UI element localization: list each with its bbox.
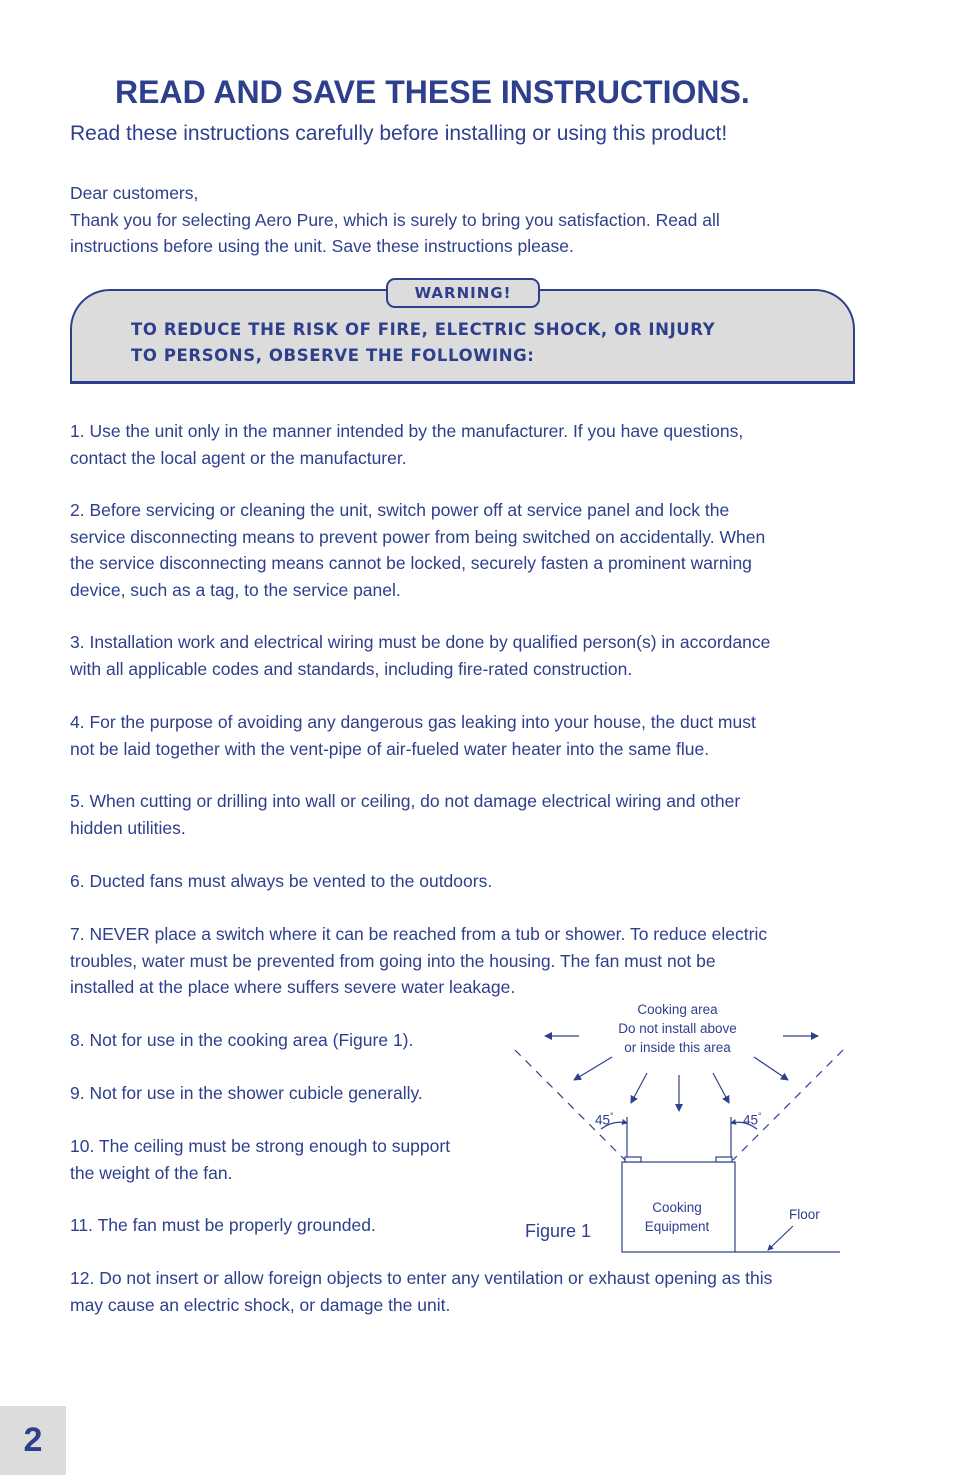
equipment-foot-right [716, 1157, 732, 1162]
intro-greeting: Dear customers, [70, 183, 199, 203]
instruction-item-7 [70, 921, 767, 1001]
item-line: installed at the place where suffers severe water leakage. [70, 977, 516, 997]
warning-line: TO REDUCE THE RISK OF FIRE, ELECTRIC SHOCK, OR INJURY [131, 320, 716, 339]
floor-pointer [768, 1226, 793, 1250]
page-subtitle: Read these instructions carefully before installing or using this product! [70, 122, 728, 145]
instruction-item-2 [70, 497, 765, 603]
item-line: 11. The fan must be properly grounded. [70, 1215, 376, 1235]
item-line: 2. Before servicing or cleaning the unit, switch power off at service panel and lock the [70, 500, 730, 520]
warning-tag: WARNING! [386, 278, 540, 308]
instruction-item-11 [70, 1212, 376, 1239]
intro-line: instructions before using the unit. Save these instructions please. [70, 236, 574, 256]
item-line: 10. The ceiling must be strong enough to support [70, 1136, 451, 1156]
cooking-area-line: Cooking area [637, 1002, 718, 1017]
item-line: 6. Ducted fans must always be vented to the outdoors. [70, 871, 493, 891]
arrow-upper-right [754, 1057, 788, 1080]
cooking-area-label [595, 1000, 760, 1057]
warning-line: TO PERSONS, OBSERVE THE FOLLOWING: [131, 346, 535, 365]
arrow-inner-right [713, 1073, 729, 1103]
item-line: not be laid together with the vent-pipe of air-fueled water heater into the same flue. [70, 738, 710, 759]
equipment-label-line: Equipment [644, 1219, 710, 1234]
equipment-foot-left [625, 1157, 641, 1162]
item-line: 8. Not for use in the cooking area (Figure 1). [70, 1030, 414, 1050]
item-line: 1. Use the unit only in the manner intended by the manufacturer. If you have questions, [70, 421, 744, 441]
figure-caption: Figure 1 [525, 1221, 592, 1241]
angle-label-left [595, 1107, 614, 1130]
item-line: the service disconnecting means cannot be locked, securely fasten a prominent warning [70, 553, 752, 573]
degree-symbol: ° [758, 1111, 762, 1121]
intro-line: Thank you for selecting Aero Pure, which is surely to bring you satisfaction. Read all [70, 209, 720, 230]
degree-symbol: ° [610, 1111, 614, 1121]
page-number: 2 [0, 1406, 66, 1475]
cooking-area-line: Do not install above [618, 1021, 737, 1036]
item-line: contact the local agent or the manufacturer. [70, 447, 407, 468]
floor-label: Floor [789, 1207, 820, 1222]
arrow-upper-left [574, 1057, 612, 1080]
item-line: troubles, water must be prevented from going into the housing. The fan must not be [70, 950, 716, 971]
page-title: READ AND SAVE THESE INSTRUCTIONS. [115, 74, 750, 110]
item-line: may cause an electric shock, or damage the unit. [70, 1294, 451, 1315]
angle-label-right [743, 1107, 762, 1130]
instruction-item-12 [70, 1265, 772, 1318]
boundary-line-left [515, 1050, 625, 1160]
equipment-label [627, 1198, 727, 1236]
intro-paragraph [70, 180, 850, 260]
angle-value: 45 [595, 1112, 611, 1128]
item-line: device, such as a tag, to the service panel. [70, 579, 401, 600]
figure-cooking-area [505, 995, 850, 1260]
item-line: service disconnecting means to prevent power from being switched on accidentally. When [70, 526, 766, 547]
instruction-item-10 [70, 1133, 450, 1186]
instruction-item-4 [70, 709, 756, 762]
instruction-item-5 [70, 788, 740, 841]
instruction-item-6 [70, 868, 492, 895]
instruction-item-9 [70, 1080, 423, 1107]
arrow-inner-left [631, 1073, 647, 1103]
item-line: with all applicable codes and standards, including fire-rated construction. [70, 658, 633, 679]
instruction-item-8 [70, 1027, 413, 1054]
item-line: 3. Installation work and electrical wiring must be done by qualified person(s) in accordance [70, 632, 771, 652]
boundary-line-right [733, 1050, 843, 1160]
item-line: 4. For the purpose of avoiding any dangerous gas leaking into your house, the duct must [70, 712, 756, 732]
angle-value: 45 [743, 1112, 759, 1128]
warning-text [131, 317, 831, 369]
item-line: 5. When cutting or drilling into wall or ceiling, do not damage electrical wiring and other [70, 791, 741, 811]
item-line: hidden utilities. [70, 817, 186, 838]
equipment-label-line: Cooking [652, 1200, 702, 1215]
cooking-area-line: or inside this area [624, 1040, 731, 1055]
item-line: the weight of the fan. [70, 1162, 233, 1183]
instruction-item-1 [70, 418, 743, 471]
item-line: 9. Not for use in the shower cubicle generally. [70, 1083, 423, 1103]
item-line: 12. Do not insert or allow foreign objects to enter any ventilation or exhaust opening as this [70, 1268, 773, 1288]
item-line: 7. NEVER place a switch where it can be reached from a tub or shower. To reduce electric [70, 924, 768, 944]
instruction-item-3 [70, 629, 770, 682]
